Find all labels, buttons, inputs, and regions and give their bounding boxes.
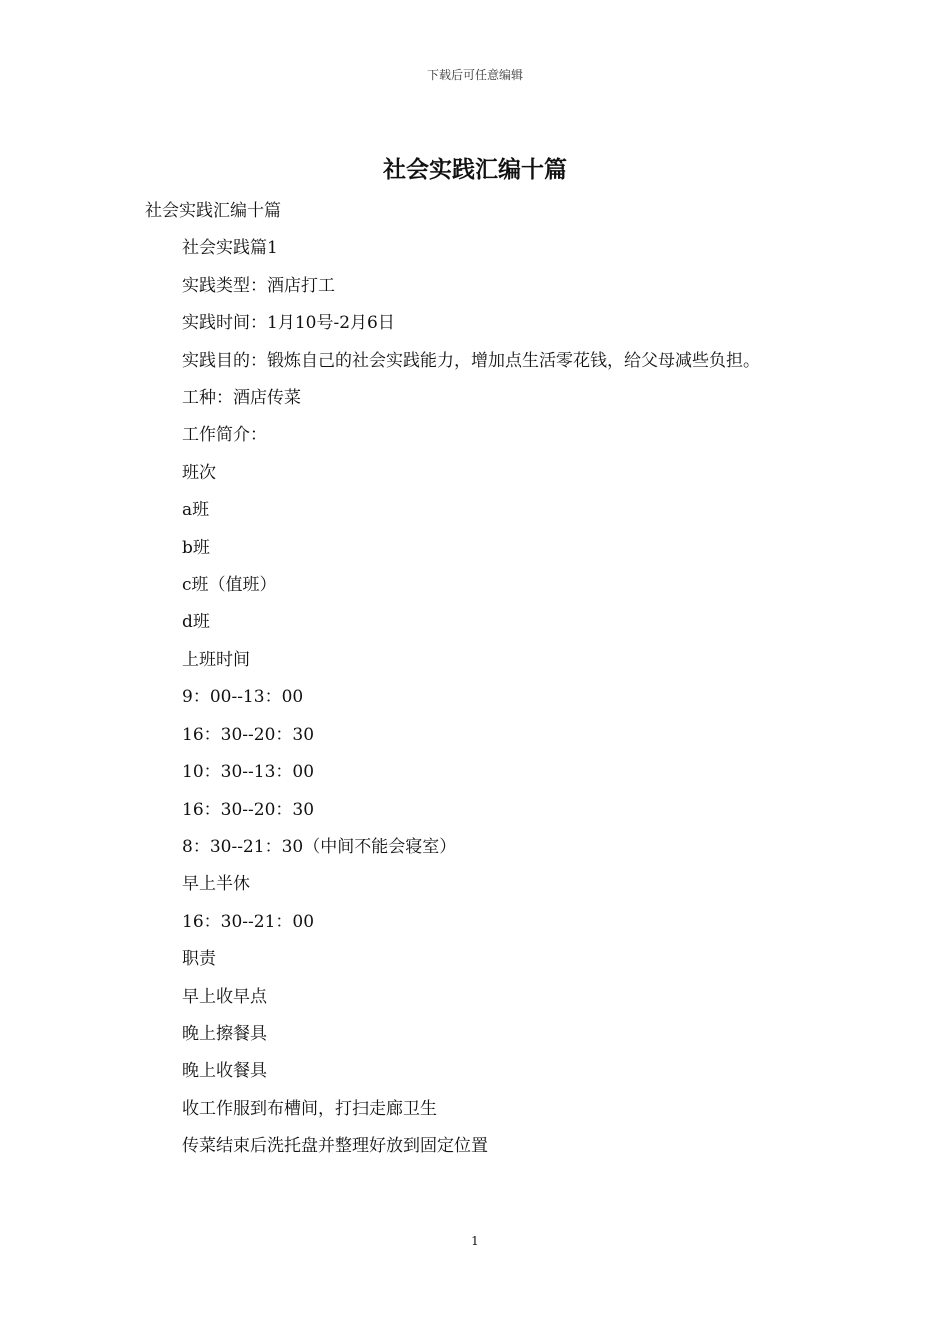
paragraph: 早上半休 [182,874,250,895]
lead-paragraph: 社会实践汇编十篇 [145,201,281,221]
document-title: 社会实践汇编十篇 [383,156,567,183]
document-body [145,193,815,1166]
paragraph: 16：30--21：00 [182,911,315,932]
paragraph: 上班时间 [182,649,250,670]
paragraph: 16：30--20：30 [182,724,315,745]
paragraph: 8：30--21：30（中间不能会寝室） [182,836,457,857]
paragraph: 职责 [182,949,216,970]
paragraph: b班 [182,537,210,558]
paragraph: 班次 [182,462,216,483]
paragraph: 实践类型：酒店打工 [182,275,335,296]
paragraph: 10：30--13：00 [182,762,315,783]
paragraph: 9：00--13：00 [182,687,304,708]
paragraph: a班 [182,500,210,521]
paragraph: d班 [182,612,210,633]
paragraph: 16：30--20：30 [182,799,315,820]
paragraph: 工种：酒店传菜 [182,388,301,409]
paragraph: 传菜结束后洗托盘并整理好放到固定位置 [182,1136,488,1157]
paragraph: 工作简介： [182,425,267,446]
section-heading: 社会实践篇1 [182,238,278,259]
paragraph: 晚上擦餐具 [182,1023,267,1044]
paragraph: 早上收早点 [182,986,267,1007]
paragraph: 收工作服到布槽间，打扫走廊卫生 [182,1098,437,1119]
paragraph: 实践时间：1月10号-2月6日 [182,313,395,334]
paragraph: c班（值班） [182,575,277,596]
page-number: 1 [471,1234,479,1248]
paragraph: 晚上收餐具 [182,1061,267,1082]
page-header: 下载后可任意编辑 [426,68,523,82]
paragraph: 实践目的：锻炼自己的社会实践能力，增加点生活零花钱，给父母减些负担。 [182,350,760,371]
